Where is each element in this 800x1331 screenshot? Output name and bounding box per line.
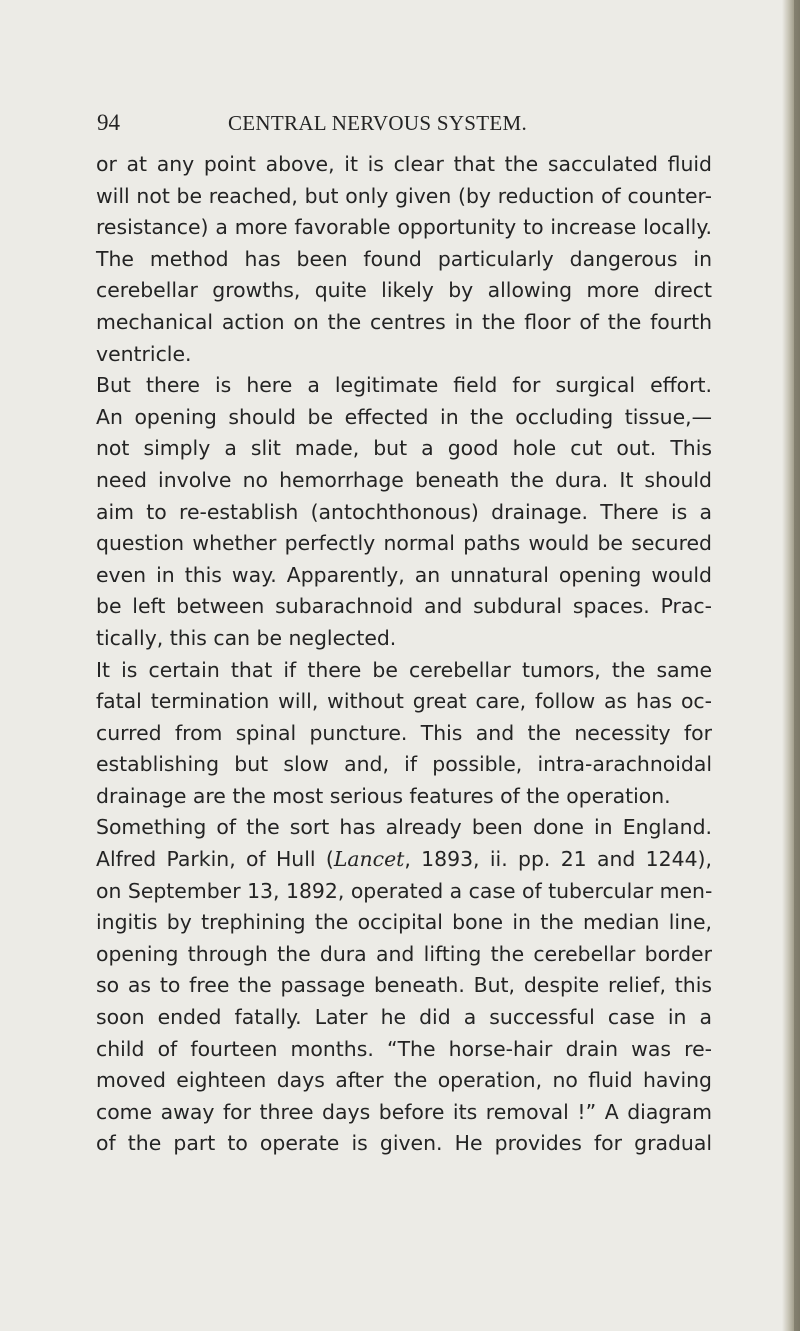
- text-line: soon ended fatally. Later he did a successful case in a: [96, 1005, 712, 1030]
- text-line: come away for three days before its removal !” A diagram: [96, 1099, 712, 1124]
- text-line: It is certain that if there be cerebellar tumors, the same: [96, 657, 712, 682]
- journal-title: Lancet: [333, 847, 405, 872]
- running-head: CENTRAL NERVOUS SYSTEM.: [228, 111, 528, 135]
- text-line: ingitis by trephining the occipital bone in the median line,: [96, 910, 712, 935]
- text-line: or at any point above, it is clear that the sacculated fluid: [96, 152, 712, 176]
- text-line: on September 13, 1892, operated a case of tubercular men-: [96, 878, 713, 903]
- text-line: resistance) a more favorable opportunity to increase locally.: [96, 215, 712, 240]
- text-line: need involve no hemorrhage beneath the dura. It should: [96, 467, 712, 492]
- text-line: tically, this can be neglected.: [96, 625, 397, 650]
- text-line: even in this way. Apparently, an unnatural opening would: [96, 562, 712, 587]
- text-line: cerebellar growths, quite likely by allowing more direct: [96, 278, 712, 303]
- text-line: moved eighteen days after the operation, no fluid having: [96, 1068, 712, 1093]
- text-line: The method has been found particularly dangerous in: [96, 246, 712, 271]
- text-line: child of fourteen months. “The horse-hair drain was re-: [96, 1036, 712, 1061]
- page-edge-binding: [794, 0, 800, 1331]
- text-line: But there is here a legitimate field for surgical effort.: [96, 373, 712, 398]
- text-line: Alfred Parkin, of Hull (Lancet, 1893, ii. pp. 21 and 1244),: [96, 847, 712, 872]
- text-line: not simply a slit made, but a good hole cut out. This: [96, 436, 712, 461]
- text-line: ventricle.: [96, 341, 192, 366]
- text-line: An opening should be effected in the occluding tissue,—: [96, 404, 712, 429]
- text-line: establishing but slow and, if possible, intra-arachnoidal: [96, 752, 712, 777]
- text-line: will not be reached, but only given (by reduction of counter-: [96, 183, 712, 208]
- page-number: 94: [97, 110, 120, 135]
- body-text: [96, 149, 712, 1160]
- text-line: so as to free the passage beneath. But, despite relief, this: [96, 973, 712, 998]
- text-line: Something of the sort has already been done in England.: [96, 815, 712, 840]
- text-line: question whether perfectly normal paths would be secured: [96, 531, 712, 556]
- text-line: aim to re-establish (antochthonous) drainage. There is a: [96, 499, 712, 524]
- text-line: fatal termination will, without great care, follow as has oc-: [96, 689, 712, 714]
- text-line: of the part to operate is given. He provides for gradual: [96, 1131, 712, 1156]
- text-line: drainage are the most serious features of the operation.: [96, 783, 671, 808]
- text-line: opening through the dura and lifting the cerebellar border: [96, 941, 712, 966]
- text-line: be left between subarachnoid and subdural spaces. Prac-: [96, 594, 712, 619]
- page-header: [0, 108, 800, 138]
- text-line: mechanical action on the centres in the floor of the fourth: [96, 309, 712, 334]
- text-line: curred from spinal puncture. This and the necessity for: [96, 720, 712, 745]
